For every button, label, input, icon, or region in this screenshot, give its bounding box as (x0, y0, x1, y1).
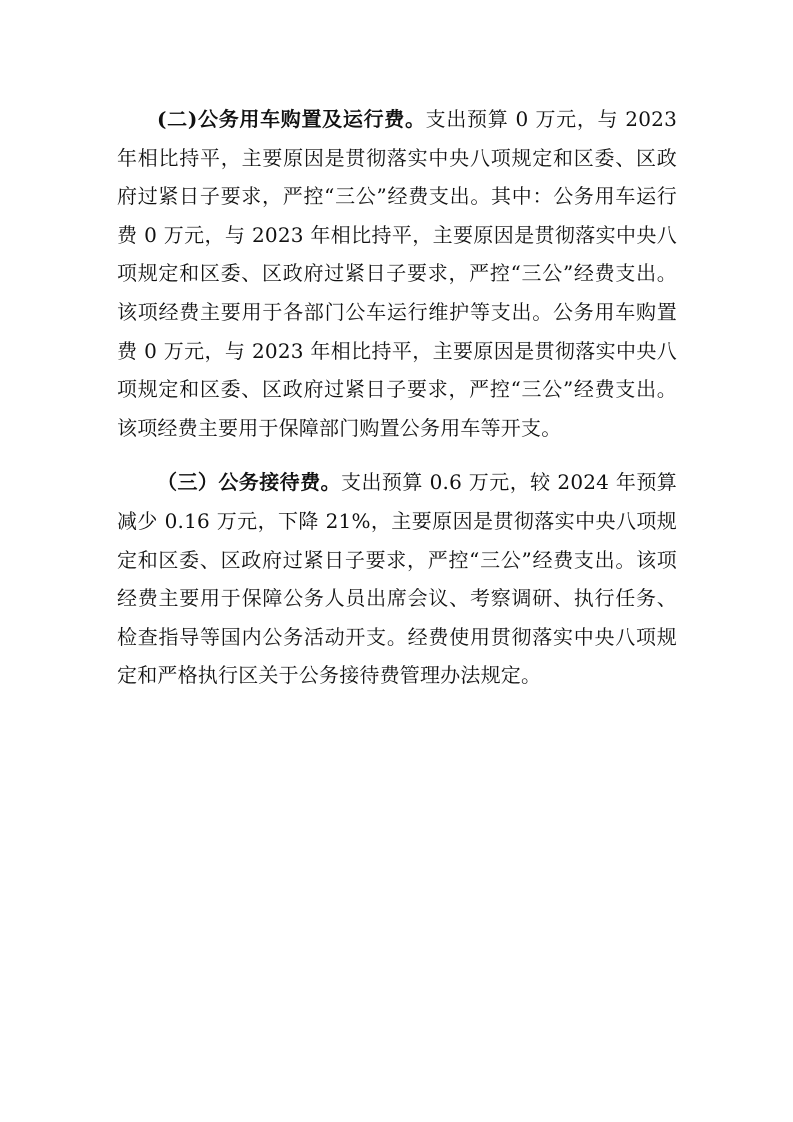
section-vehicle-expenses (117, 100, 677, 447)
section-heading-vehicle: (二)公务用车购置及运行费。 (157, 107, 426, 131)
document-body (117, 100, 677, 695)
section-heading-reception: （三）公务接待费。 (157, 470, 342, 495)
section-reception-expenses (117, 463, 677, 695)
section-text-reception: 支出预算 0.6 万元，较 2024 年预算减少 0.16 万元，下降 21%，主要原因是贯彻落实中央八项规定和区委、区政府过紧日子要求，严控“三公”经费支出。该项经费主要用于保障公务人员出席会议、考察调研、执行任务、检查指导等国内公务活动开支。经费使用贯彻落实中央八项规定和严格执行区关于公务接待费管理办法规定。 (117, 470, 677, 688)
section-text-vehicle: 支出预算 0 万元，与 2023 年相比持平，主要原因是贯彻落实中央八项规定和区委、区政府过紧日子要求，严控“三公”经费支出。其中：公务用车运行费 0 万元，与 2023 年相比持平，主要原因是贯彻落实中央八项规定和区委、区政府过紧日子要求，严控“三公”经费支出。该项经费主要用于各部门公车运行维护等支出。公务用车购置费 0 万元，与 2023 年相比持平，主要原因是贯彻落实中央八项规定和区委、区政府过紧日子要求，严控“三公”经费支出。该项经费主要用于保障部门购置公务用车等开支。 (117, 107, 677, 440)
